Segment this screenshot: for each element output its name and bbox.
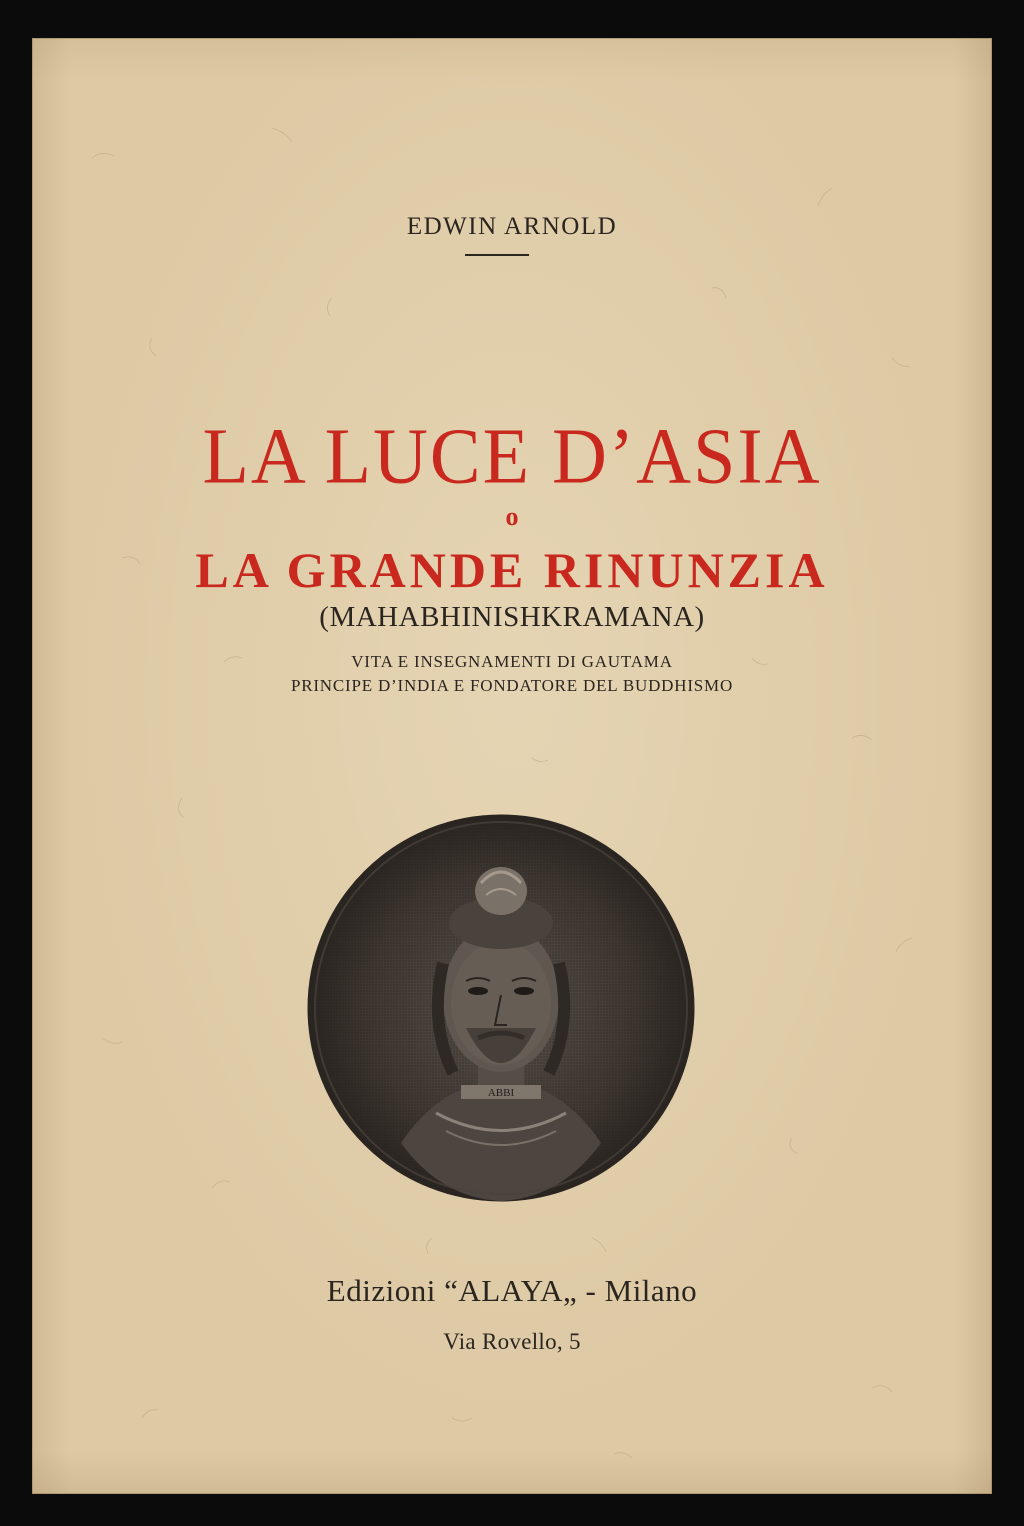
book-title: LA LUCE D’ASIA [202,411,822,501]
book-subtitle: LA GRANDE RINUNZIA [195,542,829,598]
description-line-1: VITA E INSEGNAMENTI DI GAUTAMA [351,652,673,671]
author-name: EDWIN ARNOLD [406,213,618,240]
publisher-line: Edizioni “ALAYA„ - Milano [326,1273,698,1308]
gautama-portrait-medallion [306,813,696,1203]
medallion-caption: ABBI [487,1087,515,1099]
title-conjunction: o [505,502,519,531]
book-cover [32,38,992,1494]
publisher-address: Via Rovello, 5 [443,1329,581,1354]
author-underline [465,254,529,256]
description-line-2: PRINCIPE D’INDIA E FONDATORE DEL BUDDHISMO [290,676,734,695]
sanskrit-title: (MAHABHINISHKRAMANA) [319,601,705,633]
